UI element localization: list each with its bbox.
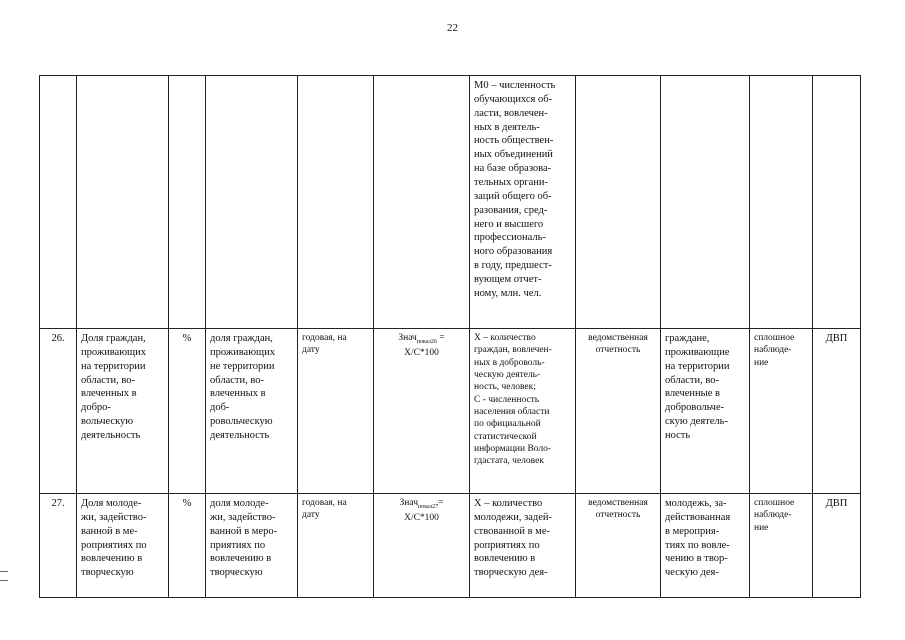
formula-prefix: Знач xyxy=(399,498,419,508)
responsible-cell: ДВП xyxy=(813,494,861,598)
definition-cell: доля граждан, проживающих не территории области, во- влеченных в доб- ровольческую деятельность xyxy=(206,329,298,494)
object-cell: граждане, проживающие на территории области, во- влеченные в добровольче- скую деятель- ность xyxy=(661,329,750,494)
indicator-table xyxy=(39,75,861,598)
formula-cell xyxy=(374,329,470,494)
page-number: 22 xyxy=(447,22,458,34)
coverage-cell: сплошное наблюде- ние xyxy=(750,494,813,598)
formula-label xyxy=(378,497,465,512)
indicator-name: Доля молоде- жи, задейство- ванной в ме- роприятиях по вовлечению в творческую xyxy=(77,494,169,598)
periodicity-cell: годовая, на дату xyxy=(298,329,374,494)
indicator-name xyxy=(77,76,169,329)
definition-cell: доля молоде- жи, задейство- ванной в меро- приятиях по вовлечению в творческую xyxy=(206,494,298,598)
table-row xyxy=(40,329,861,494)
source-cell xyxy=(576,76,661,329)
indicator-name: Доля граждан, проживающих на территории области, во- влеченных в добро- вольческую деятельность xyxy=(77,329,169,494)
margin-mark xyxy=(0,571,8,572)
formula-suffix: = xyxy=(436,333,445,343)
object-cell: молодежь, за- действованная в мероприя- тиях по вовле- чению в твор- ческую дея- xyxy=(661,494,750,598)
object-cell xyxy=(661,76,750,329)
description-cell: Х – количество молодежи, задей- ствованной в ме- роприятиях по вовлечению в творческую дея- xyxy=(470,494,576,598)
formula-subscript: показ26 xyxy=(416,338,437,345)
unit-cell: % xyxy=(169,494,206,598)
coverage-cell xyxy=(750,76,813,329)
source-cell: ведомственная отчетность xyxy=(576,329,661,494)
responsible-cell: ДВП xyxy=(813,329,861,494)
formula-cell xyxy=(374,76,470,329)
row-number: 27. xyxy=(40,494,77,598)
formula-expression: Х/С*100 xyxy=(404,347,439,358)
definition-cell xyxy=(206,76,298,329)
description-cell: М0 – численность обучающихся об- ласти, вовлечен- ных в деятель- ность обществен- ных объединений на базе образова- тельных органи- заций общего об- разования, сред- него и высшего профессиональ- ного образования в году, предшест- вующем отчет- ному, млн. чел. xyxy=(470,76,576,329)
formula-label xyxy=(378,332,465,347)
formula-cell xyxy=(374,494,470,598)
table-row xyxy=(40,76,861,329)
formula-suffix: = xyxy=(438,498,444,508)
periodicity-cell xyxy=(298,76,374,329)
periodicity-cell: годовая, на дату xyxy=(298,494,374,598)
unit-cell xyxy=(169,76,206,329)
formula-expression: Х/С*100 xyxy=(404,512,439,523)
row-number: 26. xyxy=(40,329,77,494)
margin-mark xyxy=(0,580,8,581)
coverage-cell: сплошное наблюде- ние xyxy=(750,329,813,494)
source-cell: ведомственная отчетность xyxy=(576,494,661,598)
table-row xyxy=(40,494,861,598)
row-number xyxy=(40,76,77,329)
formula-subscript: показ27 xyxy=(418,503,439,510)
formula-prefix: Знач xyxy=(398,333,417,343)
responsible-cell xyxy=(813,76,861,329)
description-cell: Х – количество граждан, вовлечен- ных в доброволь- ческую деятель- ность, человек; С - численность населения области по официальной статистической информации Воло- гдастата, человек xyxy=(470,329,576,494)
unit-cell: % xyxy=(169,329,206,494)
